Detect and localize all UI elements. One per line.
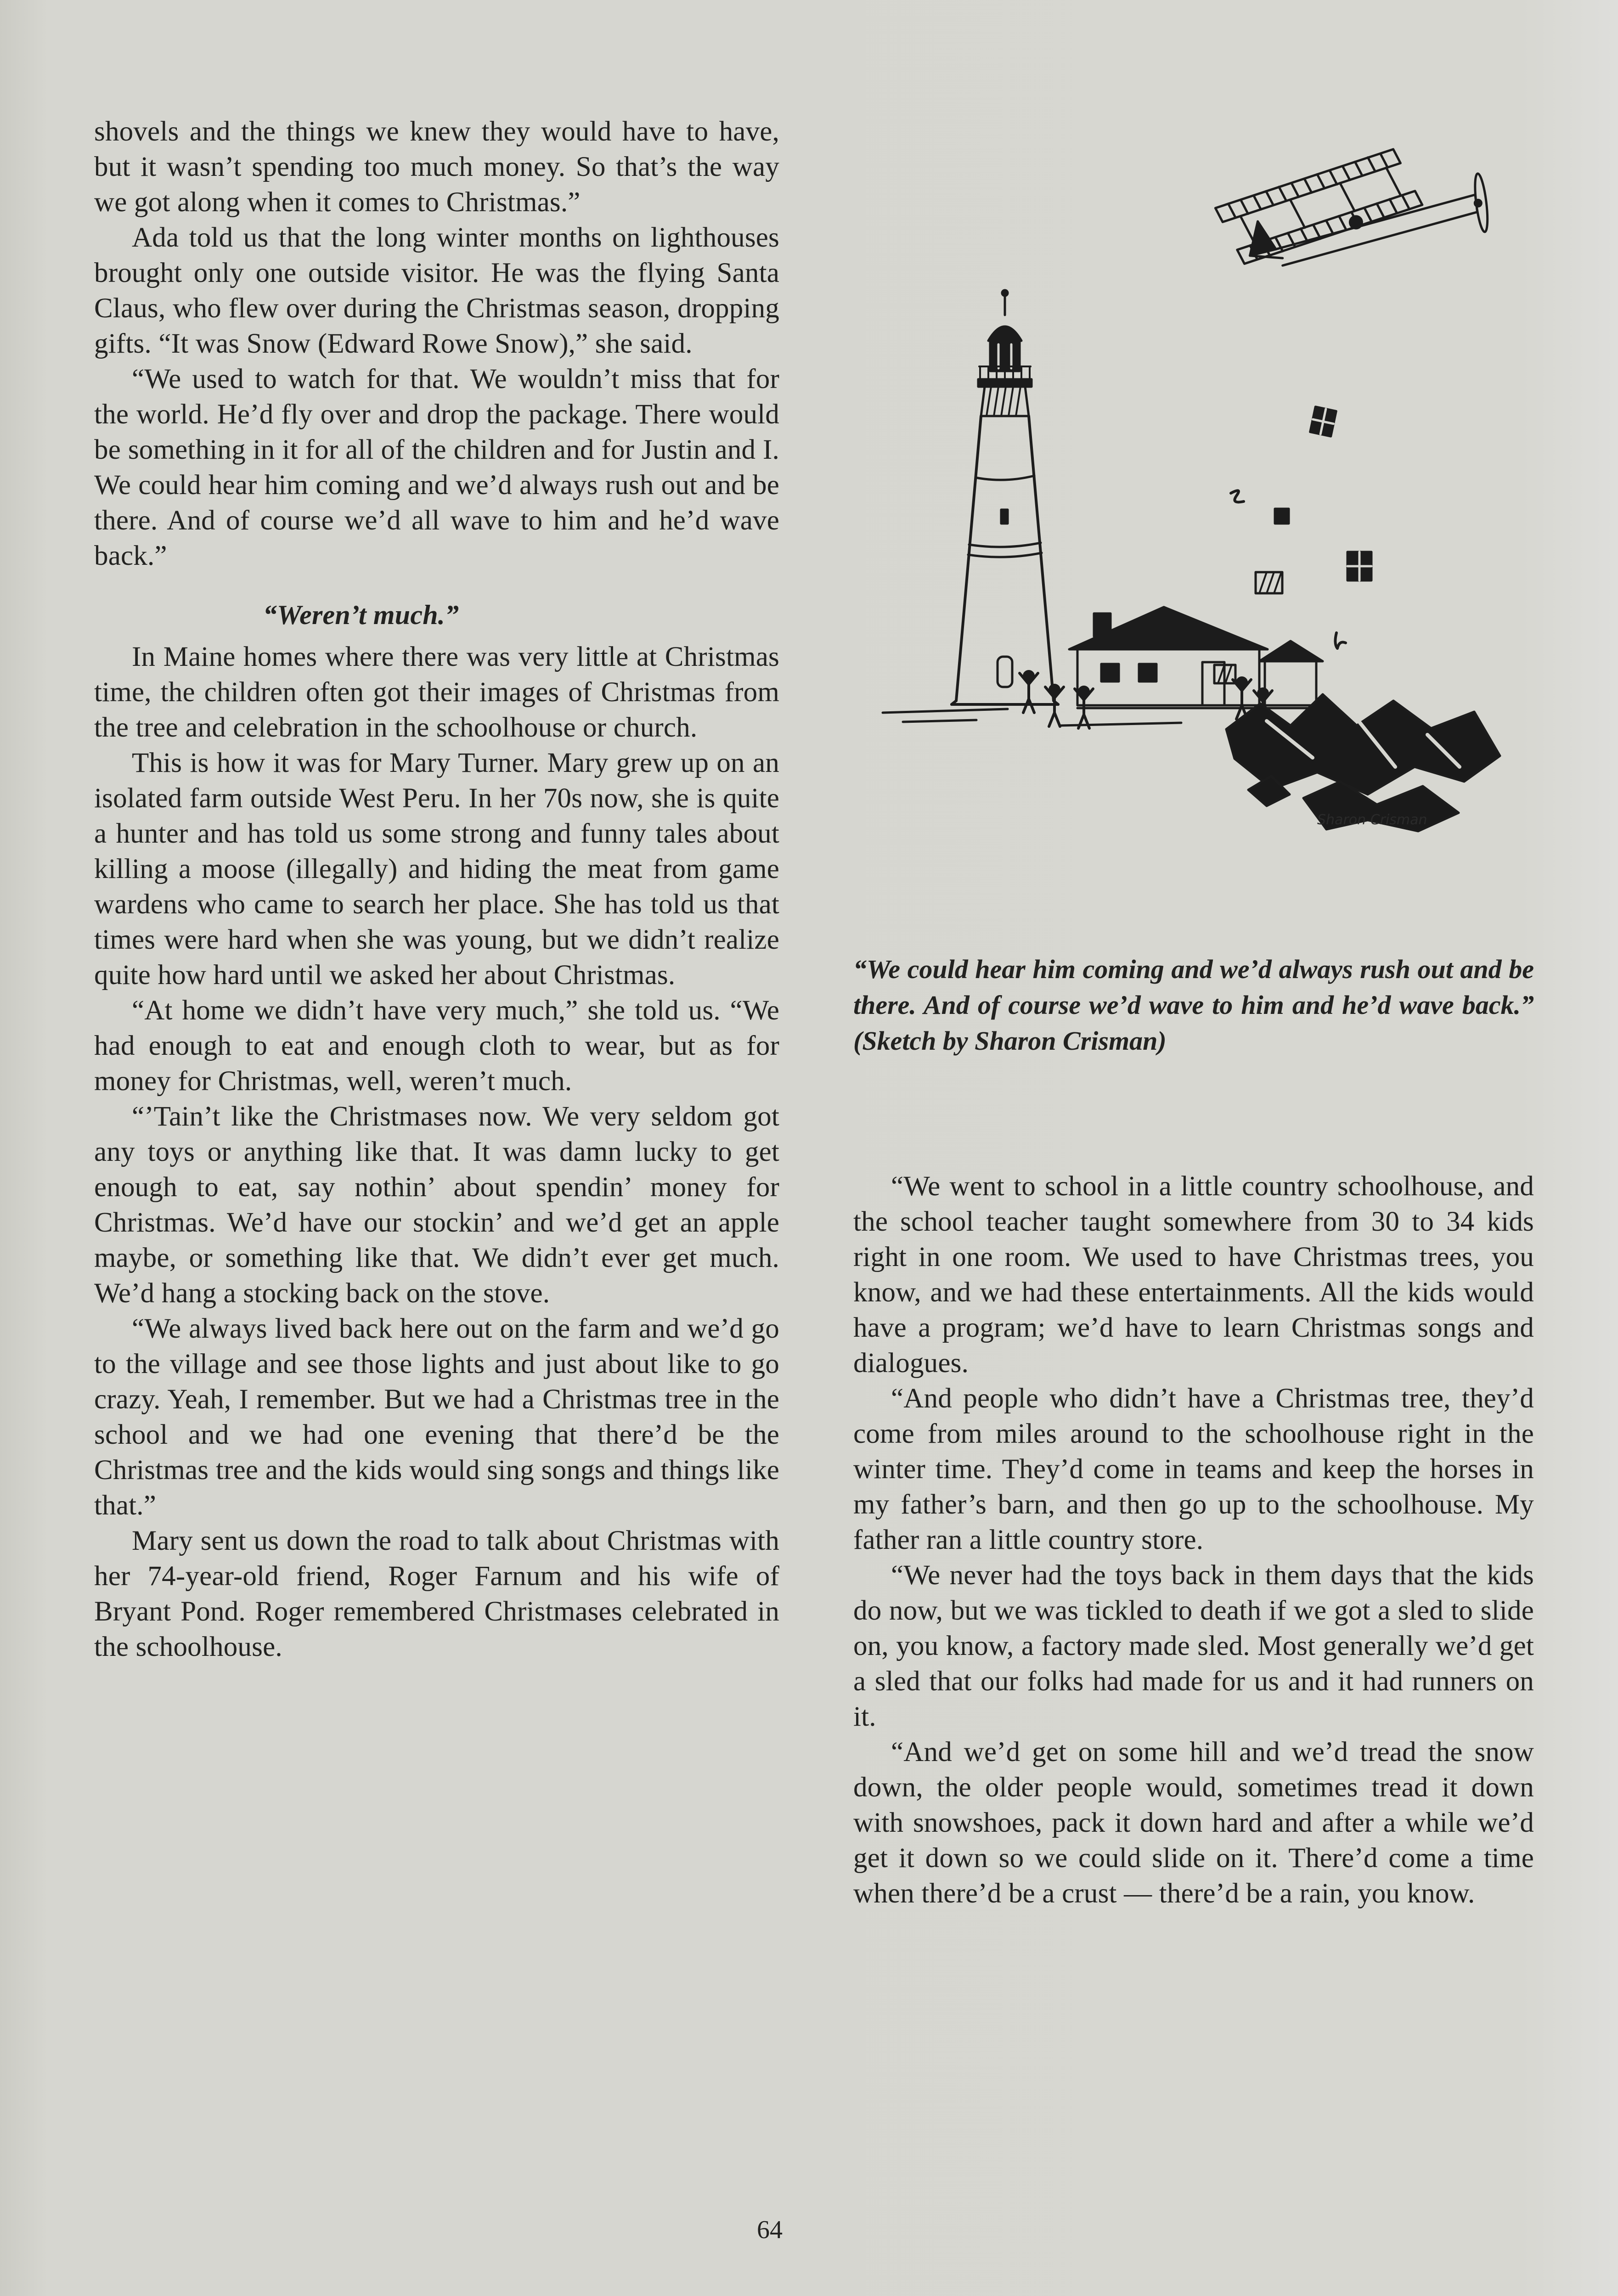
left-column xyxy=(94,114,779,1665)
paragraph: “We always lived back here out on the farm and we’d go to the village and see those lights and just about like to go crazy. Yeah, I remember. But we had a Christmas tree in the school and we had one evening that there’d be the Christmas tree and the kids would sing songs and things like that.” xyxy=(94,1313,779,1521)
paragraph: “We went to school in a little country schoolhouse, and the school teacher taught somewhere from 30 to 34 kids right in one room. We used to have Christmas trees, you know, and we had these entertainments. All the kids would have a program; we’d have to learn Christmas songs and dialogues. xyxy=(853,1171,1534,1379)
section-heading: “Weren’t much.” xyxy=(263,600,459,630)
right-column xyxy=(853,1169,1534,1911)
page-number: 64 xyxy=(757,2216,783,2244)
paragraph: This is how it was for Mary Turner. Mary grew up on an isolated farm outside West Peru. In her 70s now, she is quite a hunter and has told us some strong and funny tales about killing a moose (illegally) and hiding the meat from game wardens who came to search her place. She has told us that times were hard when she was young, but we didn’t realize quite how hard until we asked her about Christmas. xyxy=(94,748,779,990)
paragraph: “And we’d get on some hill and we’d tread the snow down, the older people would, sometimes tread it down with snowshoes, pack it down hard and after a while we’d get it down so we could slide on it. There’d come a time when there’d be a crust — there’d be a rain, you know. xyxy=(853,1737,1534,1909)
paragraph: “At home we didn’t have very much,” she told us. “We had enough to eat and enough cloth to wear, but as for money for Christmas, well, weren’t much. xyxy=(94,995,779,1097)
illustration-svg xyxy=(853,115,1534,886)
paragraph: In Maine homes where there was very little at Christmas time, the children often got their images of Christmas from the tree and celebration in the schoolhouse or church. xyxy=(94,642,779,743)
biplane-sketch xyxy=(1211,139,1491,273)
house-sketch xyxy=(1069,607,1323,705)
paragraph: “’Tain’t like the Christmases now. We very seldom got any toys or anything like that. It was damn lucky to get enough to eat, say nothin’ about spendin’ money for Christmas. We’d have our stockin’ and we’d get an apple maybe, or something like that. We didn’t ever get much. We’d hang a stocking back on the stove. xyxy=(94,1101,779,1309)
illustration-caption: “We could hear him coming and we’d always rush out and be there. And of course we’d wave to him and he’d wave back.” (Sketch by Sharon Crisman) xyxy=(853,954,1534,1056)
paragraph: Ada told us that the long winter months on lighthouses brought only one outside visitor. He was the flying Santa Claus, who flew over during the Christmas season, dropping gifts. “It was Snow (Edward Rowe Snow),” she said. xyxy=(94,222,779,359)
lighthouse-sketch-illustration xyxy=(853,115,1534,886)
paragraph: shovels and the things we knew they would have to have, but it wasn’t spending too much money. So that’s the way we got along when it comes to Christmas.” xyxy=(94,116,779,218)
paragraph: “And people who didn’t have a Christmas tree, they’d come from miles around to the schoolhouse right in the winter time. They’d come in teams and keep the horses in my father’s barn, and then go up to the schoolhouse. My father ran a little country store. xyxy=(853,1383,1534,1555)
rocks-sketch xyxy=(1226,694,1500,831)
lighthouse-sketch xyxy=(952,290,1058,704)
paragraph: Mary sent us down the road to talk about Christmas with her 74-year-old friend, Roger Farnum and his wife of Bryant Pond. Roger remembered Christmases celebrated in the schoolhouse. xyxy=(94,1525,779,1662)
paragraph: “We used to watch for that. We wouldn’t miss that for the world. He’d fly over and drop the package. There would be something in it for all of the children and for Justin and I. We could hear him coming and we’d always rush out and be there. And of course we’d all wave to him and he’d wave back.” xyxy=(94,364,779,571)
artist-signature: Sharon Crisman xyxy=(1317,812,1427,828)
paragraph: “We never had the toys back in them days that the kids do now, but we was tickled to death if we got a sled to slide on, you know, a factory made sled. Most generally we’d get a sled that our folks had made for us and it had runners on it. xyxy=(853,1560,1534,1732)
